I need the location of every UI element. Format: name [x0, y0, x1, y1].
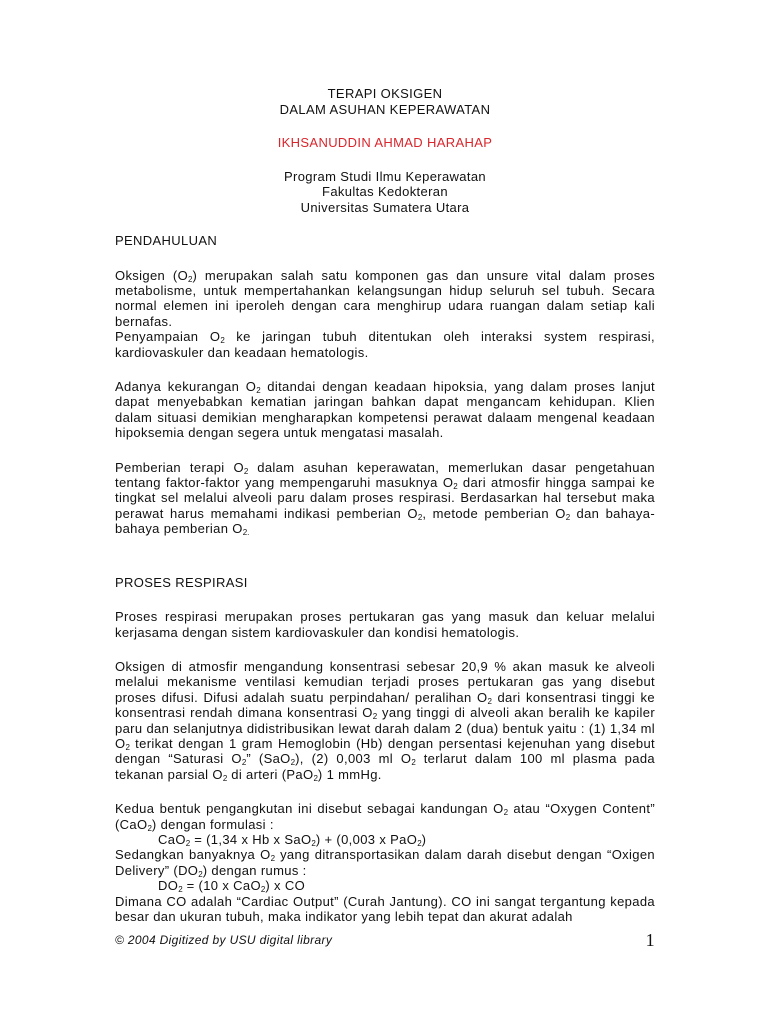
section-heading-proses-respirasi: PROSES RESPIRASI — [115, 574, 248, 590]
paragraph-2: Penyampaian $O_2$ ke jaringan tubuh ditentukan oleh interaksi system respirasi, kardiovaskuler dan keadaan hematologis. — [115, 329, 655, 360]
page-number: 1 — [645, 930, 655, 950]
paragraph-6: Oksigen di atmosfir mengandung konsentrasi sebesar 20,9 % akan masuk ke alveoli melalui mekanisme ventilasi kemudian terjadi proses pertukaran gas yang disebut proses difusi. Difusi adalah suatu perpindahan/ peralihan $O_2$ dari konsentrasi tinggi ke konsentrasi rendah dimana konsentrasi $O_2$ yang tinggi di alveoli akan beralih ke kapiler paru dan selanjutnya didistribusikan lewat darah dalam 2 (dua) bentuk yaitu : (1) 1,34 ml $O_2$ terikat dengan 1 gram Hemoglobin (Hb) dengan persentasi kejenuhan yang disebut dengan “Saturasi $O_2$” (SaO$_2$), (2) 0,003 ml $O_2$ terlarut dalam 100 ml plasma pada tekanan parsial $O_2$ di arteri (PaO$_2$) 1 mmHg. — [115, 658, 655, 783]
author-name: IKHSANUDDIN AHMAD HARAHAP — [277, 135, 493, 150]
title-line-2: DALAM ASUHAN KEPERAWATAN — [279, 101, 491, 117]
affiliation-university: Universitas Sumatera Utara — [300, 199, 470, 215]
section-heading-pendahuluan: PENDAHULUAN — [115, 233, 218, 248]
paragraph-3: Adanya kekurangan $O_2$ ditandai dengan keadaan hipoksia, yang dalam proses lanjut dapat menyebabkan kematian jaringan bahkan dapat mengancam kehidupan. Klien dalam situasi demikian mengharapkan kompetensi perawat dalaam mengenal keadaan hipoksemia dengan segera untuk mengatasi masalah. — [115, 378, 655, 441]
paragraph-4: Pemberian terapi $O_2$ dalam asuhan keperawatan, memerlukan dasar pengetahuan tentang faktor-faktor yang mempengaruhi masuknya $O_2$ dari atmosfir hingga sampai ke tingkat sel melalui alveoli paru dalam proses respirasi. Berdasarkan hal tersebut maka perawat harus memahami indikasi pemberian $O_2$, metode pemberian $O_2$ dan bahaya-bahaya pemberian $O_{2.}$ — [115, 459, 655, 538]
affiliation-faculty: Fakultas Kedokteran — [322, 184, 448, 199]
copyright-text: © 2004 Digitized by USU digital library — [115, 933, 333, 947]
document-page — [115, 86, 655, 924]
formula-cao2: CaO$_2$ = (1,34 x Hb x SaO$_2$) + (0,003 x PaO$_2$) — [158, 831, 427, 848]
formula-do2: $DO_2 = (10$ x CaO$_2$) x CO — [158, 878, 306, 895]
page-footer — [115, 930, 655, 950]
paragraph-7: Kedua bentuk pengangkutan ini disebut sebagai kandungan $O_2$ atau “Oxygen Content” (CaO$_2$) dengan formulasi : — [115, 801, 655, 833]
paragraph-8: Sedangkan banyaknya $O_2$ yang ditransportasikan dalam darah disebut dengan “Oxigen Delivery” $(DO_2)$ dengan rumus : — [115, 847, 655, 879]
title-line-1: TERAPI OKSIGEN — [327, 86, 443, 101]
paragraph-9: Dimana CO adalah “Cardiac Output” (Curah Jantung). CO ini sangat tergantung kepada besar dan ukuran tubuh, maka indikator yang lebih tepat dan akurat adalah — [115, 893, 655, 924]
affiliation-program: Program Studi Ilmu Keperawatan — [284, 168, 486, 184]
paragraph-5: Proses respirasi merupakan proses pertukaran gas yang masuk dan keluar melalui kerjasama dengan sistem kardiovaskuler dan kondisi hematologis. — [115, 609, 655, 640]
paragraph-1: Oksigen $(O_2)$ merupakan salah satu komponen gas dan unsure vital dalam proses metabolisme, untuk mempertahankan kelangsungan hidup seluruh sel tubuh. Secara normal elemen ini iperoleh dengan cara menghirup udara ruangan dalam setiap kali bernafas. — [115, 267, 655, 329]
